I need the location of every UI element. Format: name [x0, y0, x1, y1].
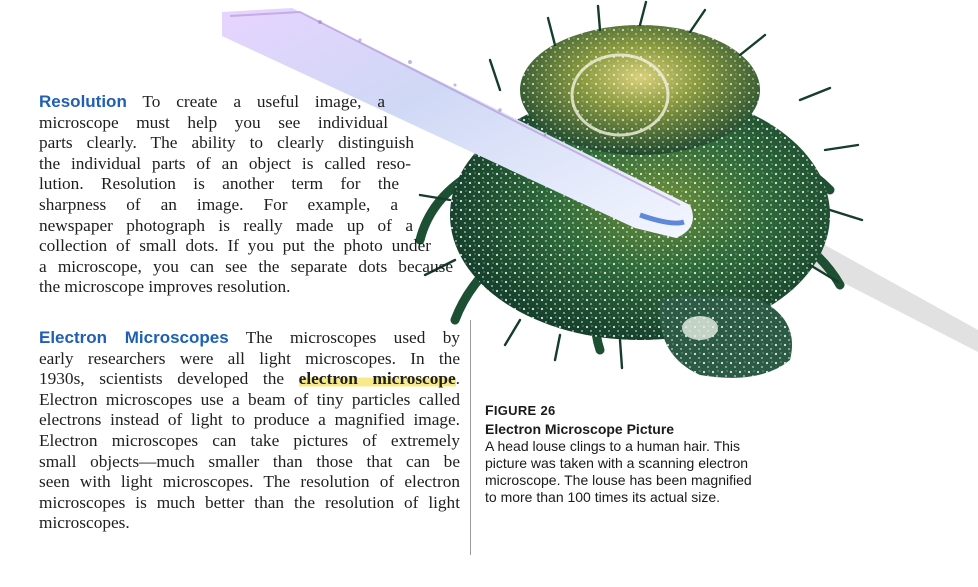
resolution-line: the individual parts of an object is called reso- — [39, 153, 411, 173]
electron-line: early researchers were all light microscopes. In the — [39, 348, 460, 368]
resolution-line: newspaper photograph is really made up of a — [39, 215, 413, 235]
resolution-line: microscope must help you see individual — [39, 112, 388, 132]
electron-line-1: Electron Microscopes The microscopes used by — [39, 328, 460, 347]
resolution-line: collection of small dots. If you put the photo under — [39, 236, 431, 256]
electron-line: Electron microscopes use a beam of tiny particles called — [39, 389, 460, 409]
electron-line: seen with light microscopes. The resolution of electron — [39, 472, 460, 492]
caption-line: picture was taken with a scanning electron — [485, 455, 749, 471]
resolution-line: parts clearly. The ability to clearly distinguish — [39, 133, 414, 153]
resolution-line: lution. Resolution is another term for the — [39, 174, 399, 194]
caption-line: to more than 100 times its actual size. — [485, 489, 720, 505]
electron-line: Electron microscopes can take pictures of extremely — [39, 430, 460, 450]
electron-line: microscopes. — [39, 513, 130, 533]
caption-line: microscope. The louse has been magnified — [485, 472, 752, 488]
electron-microscopes-heading: Electron Microscopes — [39, 328, 229, 347]
resolution-line: sharpness of an image. For example, a — [39, 194, 398, 214]
resolution-paragraph — [39, 92, 453, 298]
electron-line: microscopes is much better than the resolution of light — [39, 492, 460, 512]
column-divider — [470, 320, 471, 555]
figure-title: Electron Microscope Picture — [485, 421, 675, 437]
electron-line: small objects—much smaller than those that can be — [39, 451, 460, 471]
figure-caption-text — [485, 438, 815, 506]
figure-number: FIGURE 26 — [485, 402, 556, 418]
resolution-line: a microscope, you can see the separate dots because — [39, 256, 453, 276]
resolution-heading: Resolution — [39, 92, 127, 111]
highlighted-term: electron microscope — [298, 369, 456, 389]
resolution-line: the microscope improves resolution. — [39, 277, 291, 297]
caption-line: A head louse clings to a human hair. This — [485, 438, 741, 454]
figure-caption — [485, 402, 815, 506]
electron-line-3: 1930s, scientists developed the electron microscope. — [39, 369, 460, 389]
resolution-line-1: Resolution To create a useful image, a — [39, 92, 385, 111]
electron-microscopes-paragraph — [39, 328, 460, 534]
electron-line: electrons instead of light to produce a magnified image. — [39, 410, 460, 430]
